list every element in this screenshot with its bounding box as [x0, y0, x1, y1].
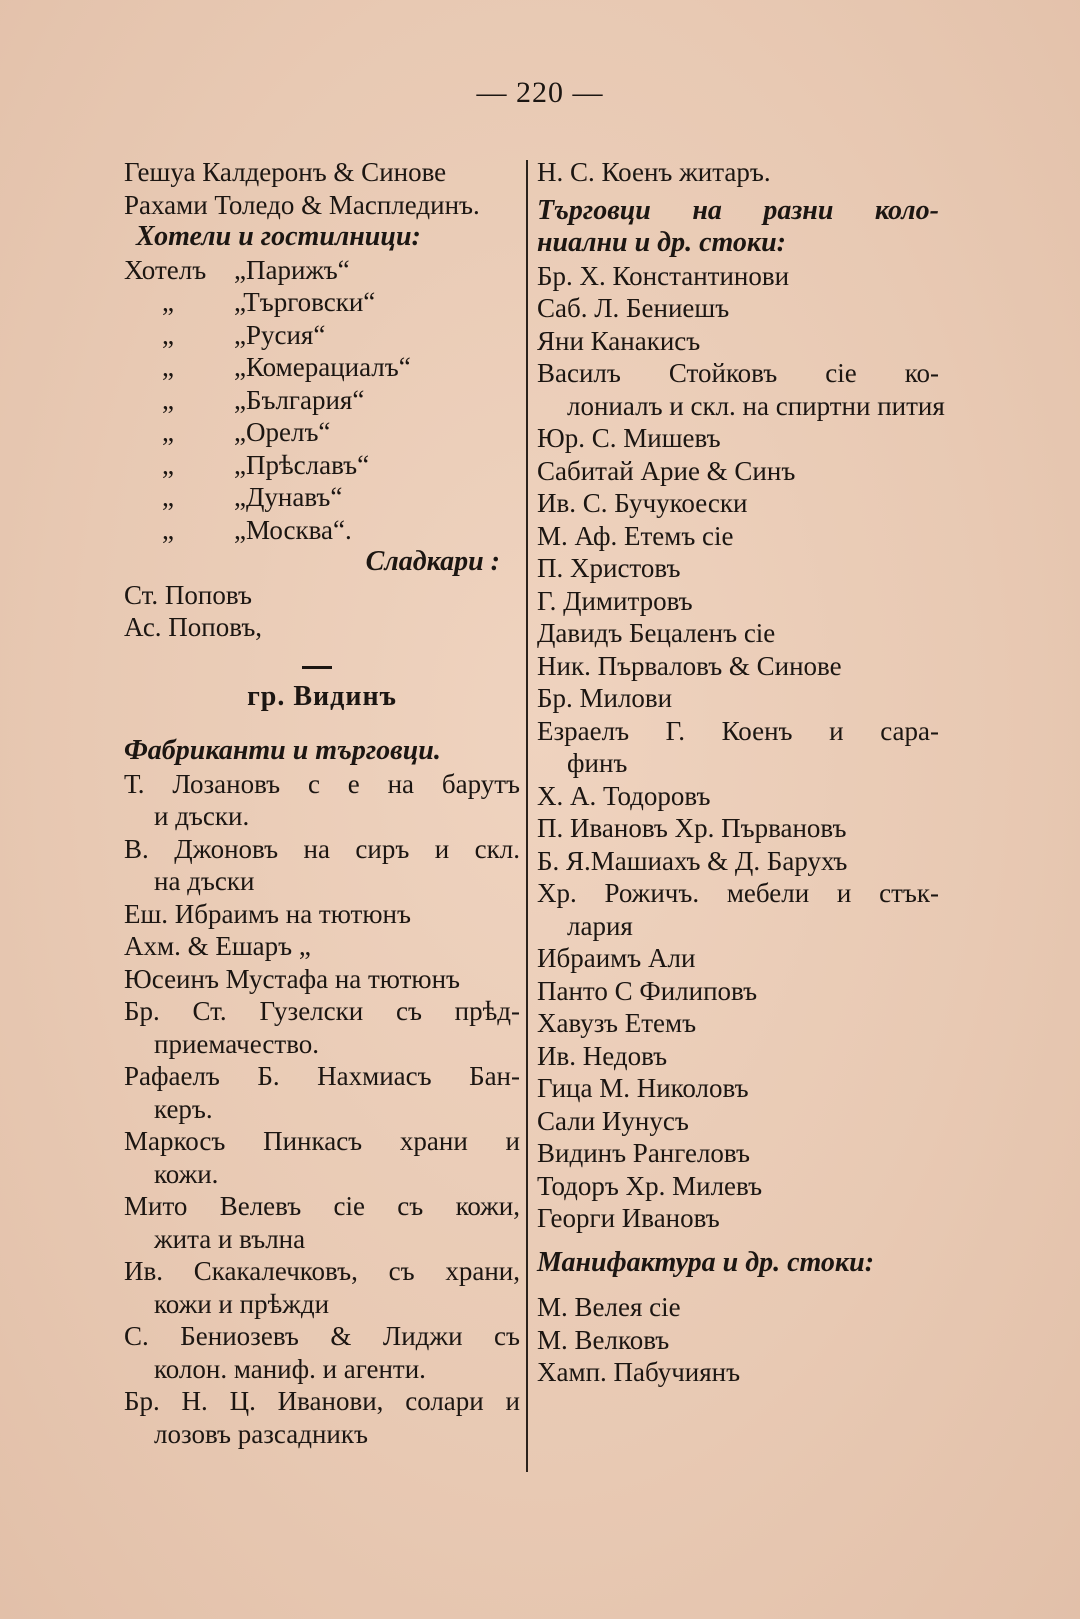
list-entry — [537, 715, 939, 780]
hotel-row — [124, 416, 520, 449]
ditto-mark: „ — [162, 384, 174, 415]
list-entry — [124, 1320, 520, 1385]
list-entry — [537, 845, 939, 878]
list-item: Ас. Поповъ, — [124, 612, 263, 642]
list-entry — [124, 963, 520, 996]
ditto-mark: „ — [162, 287, 174, 317]
hotel-row — [124, 286, 520, 319]
list-entry — [124, 995, 520, 1060]
entry-continuation: кожи. — [154, 1158, 219, 1189]
hotel-row — [124, 449, 520, 482]
entry-line: Ибраимъ Али — [537, 943, 696, 973]
list-entry — [537, 1202, 939, 1235]
hotel-row — [124, 319, 520, 352]
list-entry — [537, 1170, 939, 1203]
list-entry — [124, 1060, 520, 1125]
right-column — [537, 156, 945, 1389]
list-entry — [537, 357, 945, 422]
list-entry — [537, 877, 939, 942]
list-entry — [537, 682, 939, 715]
entry-line: Видинъ Рангеловъ — [537, 1138, 750, 1168]
entry-line: Гица М. Николовъ — [537, 1073, 749, 1103]
ditto-mark: „ — [162, 449, 174, 480]
entry-line: М. Аф. Етемъ сiе — [537, 520, 734, 551]
entry-line: Василъ Стойковъ сiе ко- — [537, 358, 939, 388]
hotel-name: „Русия“ — [234, 319, 326, 350]
entry-line: Езраелъ Г. Коенъ и сара- — [537, 715, 939, 746]
entry-line: Маркосъ Пинкасъ храни и — [124, 1126, 520, 1156]
section-heading-sweets: Сладкари : — [365, 546, 500, 577]
list-entry — [537, 942, 939, 975]
list-item: Н. С. Коенъ житаръ. — [537, 157, 771, 187]
entry-continuation: колон. маниф. и агенти. — [154, 1353, 426, 1384]
list-entry — [537, 585, 939, 618]
list-entry — [537, 617, 939, 650]
hotel-name: „Парижъ“ — [234, 254, 350, 285]
list-entry — [124, 1385, 520, 1450]
entry-continuation: приемачество. — [154, 1028, 320, 1059]
list-entry — [537, 552, 939, 585]
entry-line: Бр. Х. Константинови — [537, 260, 790, 291]
entry-line: Бр. Милови — [537, 683, 673, 713]
list-entry — [124, 768, 520, 833]
page-number: — 220 — — [476, 76, 604, 109]
city-heading: гр. Видинъ — [247, 680, 397, 712]
entry-line: Еш. Ибраимъ на тютюнъ — [124, 898, 411, 929]
entry-line: Мито Велевъ сiе съ кожи, — [124, 1191, 520, 1221]
entry-line: Ив. Скакалечковъ, съ храни, — [124, 1256, 520, 1286]
list-entry — [537, 1007, 939, 1040]
entry-continuation: лозовъ разсадникъ — [154, 1418, 368, 1449]
hotel-row — [124, 384, 520, 417]
column-divider — [526, 160, 528, 1472]
colonial-list — [537, 260, 945, 1235]
entry-line: П. Христовъ — [537, 553, 681, 583]
list-entry — [124, 898, 520, 931]
entry-line: Панто С Филиповъ — [537, 975, 758, 1006]
entry-line: Тодоръ Хр. Милевъ — [537, 1170, 763, 1201]
list-item: М. Велковъ — [537, 1324, 670, 1355]
hotel-name: „България“ — [234, 384, 365, 415]
ditto-mark: „ — [162, 319, 174, 350]
list-entry — [537, 260, 939, 293]
section-separator — [302, 666, 332, 669]
list-entry — [537, 292, 939, 325]
ditto-mark: „ — [162, 482, 174, 512]
entry-line: Х. А. Тодоровъ — [537, 780, 711, 811]
entry-continuation: и дъски. — [154, 801, 250, 831]
list-entry — [124, 833, 520, 898]
ditto-mark: „ — [162, 514, 174, 545]
entry-line: Т. Лозановъ с е на барутъ — [124, 768, 520, 799]
entry-line: Хр. Рожичъ. мебели и стък- — [537, 878, 939, 908]
hotel-name: „Комерациалъ“ — [234, 352, 411, 382]
list-entry — [537, 1072, 939, 1105]
hotel-name: „Орелъ“ — [234, 417, 331, 447]
list-entry — [537, 455, 939, 488]
list-entry — [537, 422, 939, 455]
hotel-name: „Прѣславъ“ — [234, 449, 370, 480]
ditto-mark: „ — [162, 352, 174, 382]
section-heading-fabricants: Фабриканти и търговци. — [124, 735, 441, 766]
list-entry — [537, 650, 939, 683]
entry-line: Хавузъ Етемъ — [537, 1008, 697, 1038]
entry-line: Бр. Ст. Гузелски съ прѣд- — [124, 996, 520, 1026]
entry-continuation: лониалъ и скл. на спиртни пития — [567, 390, 945, 421]
list-item: М. Велея сiе — [537, 1292, 681, 1322]
entry-line: Ив. С. Бучукоески — [537, 488, 748, 518]
entry-continuation: лария — [567, 910, 633, 941]
entry-continuation: на дъски — [154, 866, 255, 896]
entry-continuation: керъ. — [154, 1093, 213, 1124]
entry-line: Юр. С. Мишевъ — [537, 423, 721, 453]
section-heading-colonial-cont: ниални и др. стоки: — [537, 227, 786, 258]
entry-line: П. Ивановъ Хр. Първановъ — [537, 813, 847, 843]
fabricants-list — [124, 768, 520, 1451]
list-entry — [537, 487, 939, 520]
hotel-name: „Дунавъ“ — [234, 482, 343, 512]
entry-continuation: финъ — [567, 748, 628, 778]
entry-line: Юсеинъ Мустафа на тютюнъ — [124, 963, 460, 994]
entry-line: Г. Димитровъ — [537, 585, 693, 616]
list-item: Хамп. Пабучиянъ — [537, 1357, 741, 1387]
list-entry — [124, 930, 520, 963]
entry-line: Бр. Н. Ц. Иванови, солари и — [124, 1386, 520, 1416]
section-heading-manufacture: Манифактура и др. стоки: — [537, 1246, 875, 1278]
hotel-name: „Москва“. — [234, 514, 352, 545]
entry-line: В. Джоновъ на сиръ и скл. — [124, 833, 520, 864]
list-item: Гешуа Калдеронъ & Синове — [124, 157, 447, 187]
entry-line: Рафаелъ Б. Нахмиасъ Бан- — [124, 1061, 520, 1091]
list-entry — [537, 1105, 939, 1138]
entry-line: Ник. Първаловъ & Синове — [537, 650, 842, 681]
entry-continuation: кожи и прѣжди — [154, 1288, 330, 1319]
section-heading-hotels: Хотели и гостилници: — [136, 221, 421, 252]
entry-line: Сали Иунусъ — [537, 1105, 689, 1136]
ditto-mark: „ — [162, 417, 174, 447]
entry-line: С. Бениозевъ & Лиджи съ — [124, 1321, 520, 1351]
entry-line: Яни Канакисъ — [537, 325, 701, 356]
list-item: Ст. Поповъ — [124, 579, 252, 610]
entry-line: Саб. Л. Бениешъ — [537, 293, 730, 323]
list-entry — [537, 520, 939, 553]
entry-line: Сабитай Арие & Синъ — [537, 455, 796, 486]
entry-line: Б. Я.Машиахъ & Д. Барухъ — [537, 845, 848, 876]
hotel-prefix: Хотелъ — [124, 254, 207, 285]
entry-line: Георги Ивановъ — [537, 1203, 720, 1233]
list-entry — [124, 1125, 520, 1190]
list-entry — [537, 812, 939, 845]
hotel-row — [124, 481, 520, 514]
list-entry — [537, 780, 939, 813]
list-entry — [537, 1137, 939, 1170]
entry-line: Давидъ Бецаленъ сiе — [537, 618, 776, 648]
hotel-name: „Търговски“ — [234, 287, 376, 317]
entry-line: Ахм. & Ешаръ „ — [124, 931, 311, 961]
entry-line: Ив. Недовъ — [537, 1040, 668, 1071]
list-entry — [124, 1190, 520, 1255]
list-entry — [537, 975, 939, 1008]
section-heading-colonial: Търговци на разни коло- — [537, 194, 939, 226]
entry-continuation: жита и вълна — [154, 1223, 306, 1254]
list-item: Рахами Толедо & Масплединъ. — [124, 189, 480, 220]
hotel-row — [124, 351, 520, 384]
left-column — [124, 156, 520, 1450]
list-entry — [124, 1255, 520, 1320]
list-entry — [537, 1040, 939, 1073]
hotel-row — [124, 514, 520, 547]
hotel-row — [124, 254, 520, 287]
list-entry — [537, 325, 939, 358]
